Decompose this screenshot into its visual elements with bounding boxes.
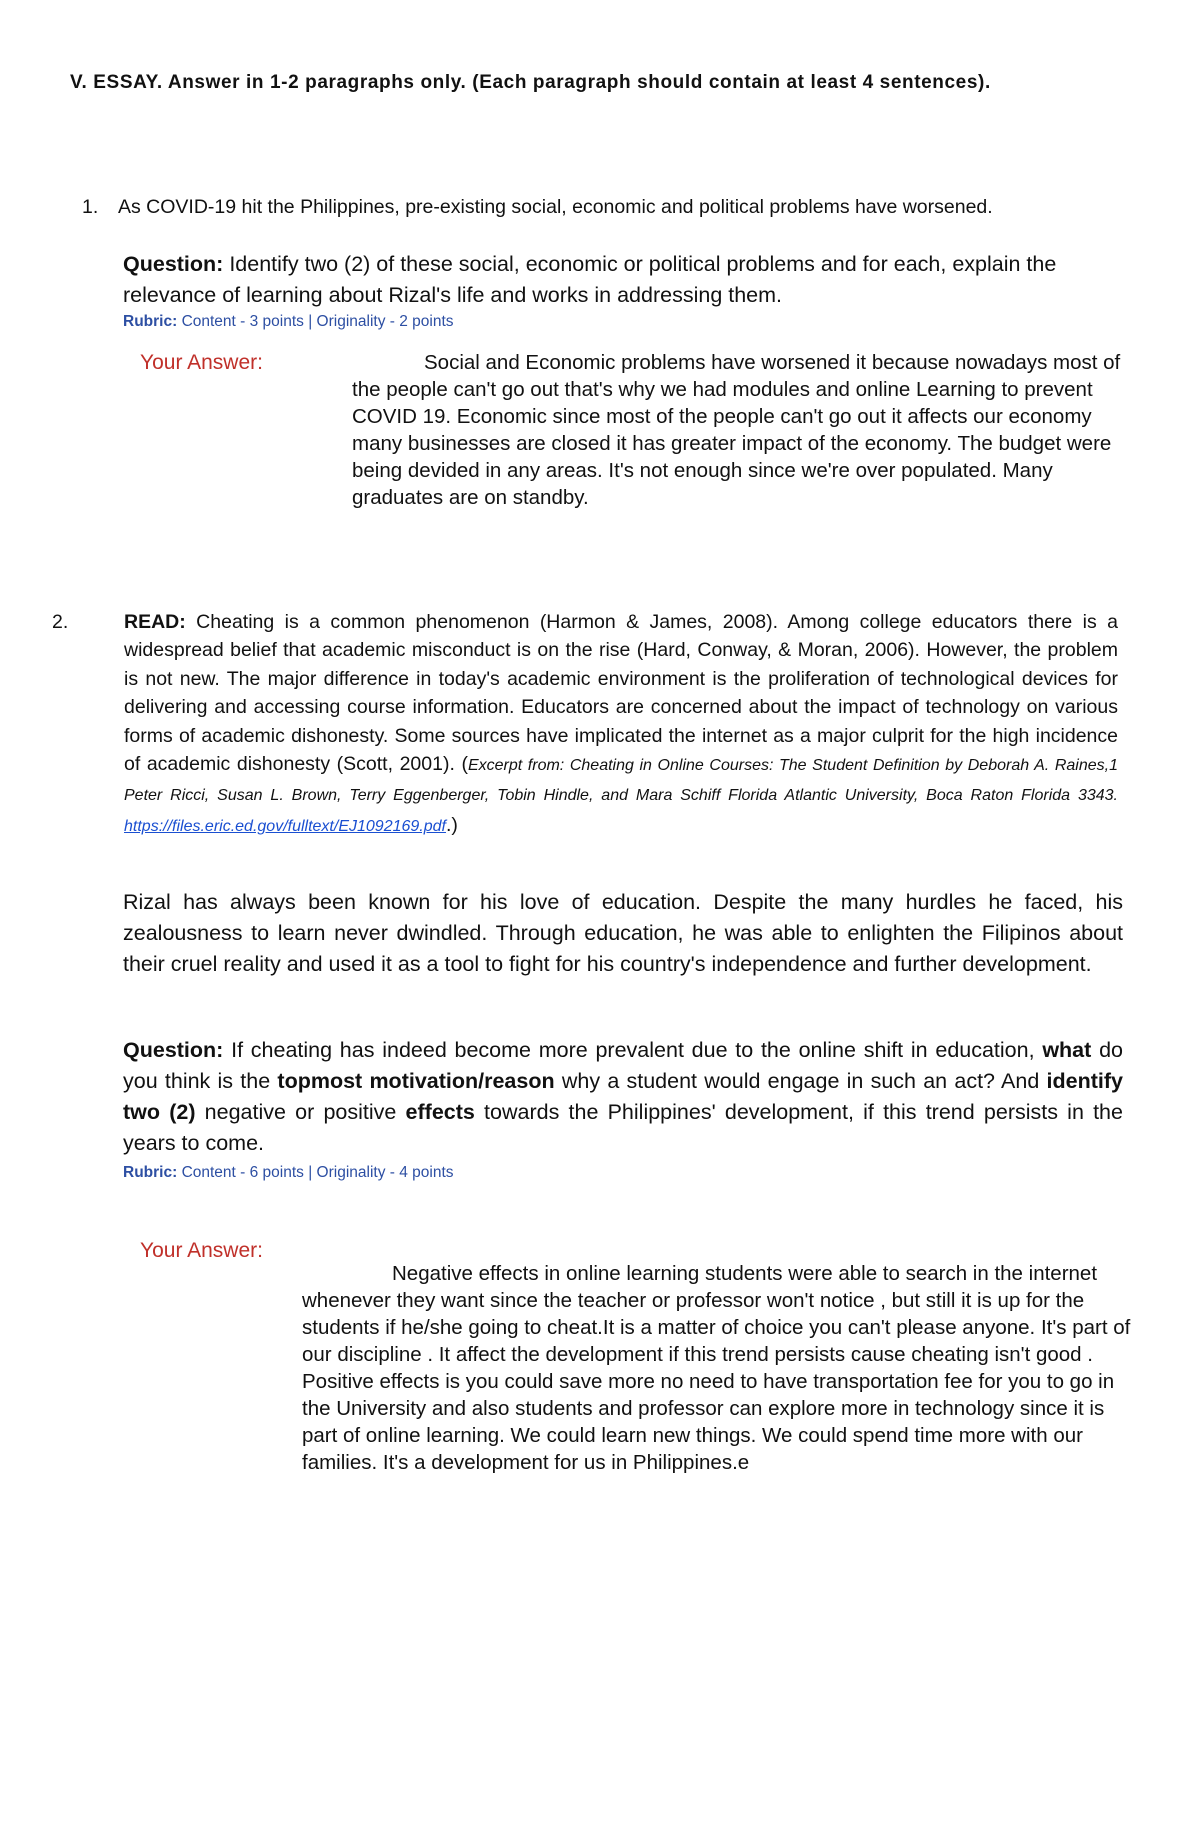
item1-rubric-label: Rubric: xyxy=(123,313,178,330)
item2-rubric-label: Rubric: xyxy=(123,1164,178,1181)
item2-rubric xyxy=(123,1164,454,1182)
item2-question-part4: negative or positive xyxy=(204,1100,397,1124)
item2-answer-label: Your Answer: xyxy=(140,1239,263,1262)
item2-read-block xyxy=(52,608,1119,841)
item2-read-label: READ: xyxy=(124,611,186,633)
item1-question-text: Identify two (2) of these social, economic or political problems and for each, explain the relevance of learning about Rizal's life and works in addressing them. xyxy=(123,252,1057,307)
item2-question-label: Question: xyxy=(123,1038,224,1062)
item1-intro-text: As COVID-19 hit the Philippines, pre-existing social, economic and political problems have worsened. xyxy=(118,196,993,218)
item2-excerpt: Excerpt from: Cheating in Online Courses: The Student Definition by Deborah A. Raines,1 Peter Ricci, Susan L. Brown, Terry Eggenberger, Tobin Hindle, and Mara Schiff Florida Atlantic University, Boca Raton Florida 3343. xyxy=(124,757,1118,805)
item1-question xyxy=(123,249,1123,311)
item2-question-identify: identify two (2) xyxy=(123,1069,1123,1124)
excerpt-close-paren: .) xyxy=(445,813,458,836)
item2-question-topmost: topmost motivation/reason xyxy=(277,1069,555,1093)
item2-question xyxy=(123,1035,1123,1159)
excerpt-open-paren: ( xyxy=(461,753,468,776)
item1-intro xyxy=(82,193,1132,221)
section-heading: V. ESSAY. Answer in 1-2 paragraphs only. (Each paragraph should contain at least 4 sentences). xyxy=(70,72,991,93)
item1-rubric-text: Content - 3 points | Originality - 2 points xyxy=(181,313,454,330)
item1-answer-text: Social and Economic problems have worsened it because nowadays most of the people can't go out that's why we had modules and online Learning to prevent COVID 19. Economic since most of the people can't go out it affects our economy many businesses are closed it has greater impact of the economy. The budget were being devided in any areas. It's not enough since we're over populated. Many graduates are on standby. xyxy=(352,351,1121,509)
item2-rubric-text: Content - 6 points | Originality - 4 points xyxy=(181,1164,454,1181)
item1-answer-label: Your Answer: xyxy=(140,351,263,374)
item1-rubric xyxy=(123,313,454,331)
item2-rizal-paragraph: Rizal has always been known for his love of education. Despite the many hurdles he faced, his zealousness to learn never dwindled. Through education, he was able to enlighten the Filipinos about their cruel reality and used it as a tool to fight for his country's independence and further development. xyxy=(123,890,1123,976)
item2-read-text: Cheating is a common phenomenon (Harmon & James, 2008). Among college educators there is a widespread belief that academic misconduct is on the rise (Hard, Conway, & Moran, 2006). However, the problem is not new. The major difference in today's academic environment is the proliferation of technological devices for delivering and accessing course information. Educators are concerned about the impact of technology on various forms of academic dishonesty. Some sources have implicated the internet as a major culprit for the high incidence of academic dishonesty (Scott, 2001). xyxy=(124,611,1119,776)
item2-question-effects: effects xyxy=(405,1100,475,1124)
item1-number: 1. xyxy=(82,196,99,218)
item2-question-part3: why a student would engage in such an act? And xyxy=(561,1069,1040,1093)
item2-excerpt-link[interactable]: https://files.eric.ed.gov/fulltext/EJ1092169.pdf xyxy=(124,817,446,835)
item2-question-part5: towards the Philippines' development, if this trend persists in the years to come. xyxy=(123,1100,1123,1155)
item2-question-what: what xyxy=(1042,1038,1092,1062)
item2-read-body xyxy=(52,608,1119,841)
item2-number: 2. xyxy=(52,611,69,633)
item2-answer-text: Negative effects in online learning students were able to search in the internet whenever they want since the teacher or professor won't notice , but still it is up for the students if he/she going to cheat.It is a matter of choice you can't please anyone. It's part of our discipline . It affect the development if this trend persists cause cheating isn't good . Positive effects is you could save more no need to have transportation fee for you to go in the University and also students and professor can explore more in technology since it is part of online learning. We could learn new things. We could spend time more with our families. It's a development for us in Philippines.e xyxy=(302,1262,1131,1474)
item2-question-part1: If cheating has indeed become more prevalent due to the online shift in education, xyxy=(231,1038,1035,1062)
item1-question-label: Question: xyxy=(123,252,224,276)
item2-question-part2: do you think is the xyxy=(123,1038,1123,1093)
